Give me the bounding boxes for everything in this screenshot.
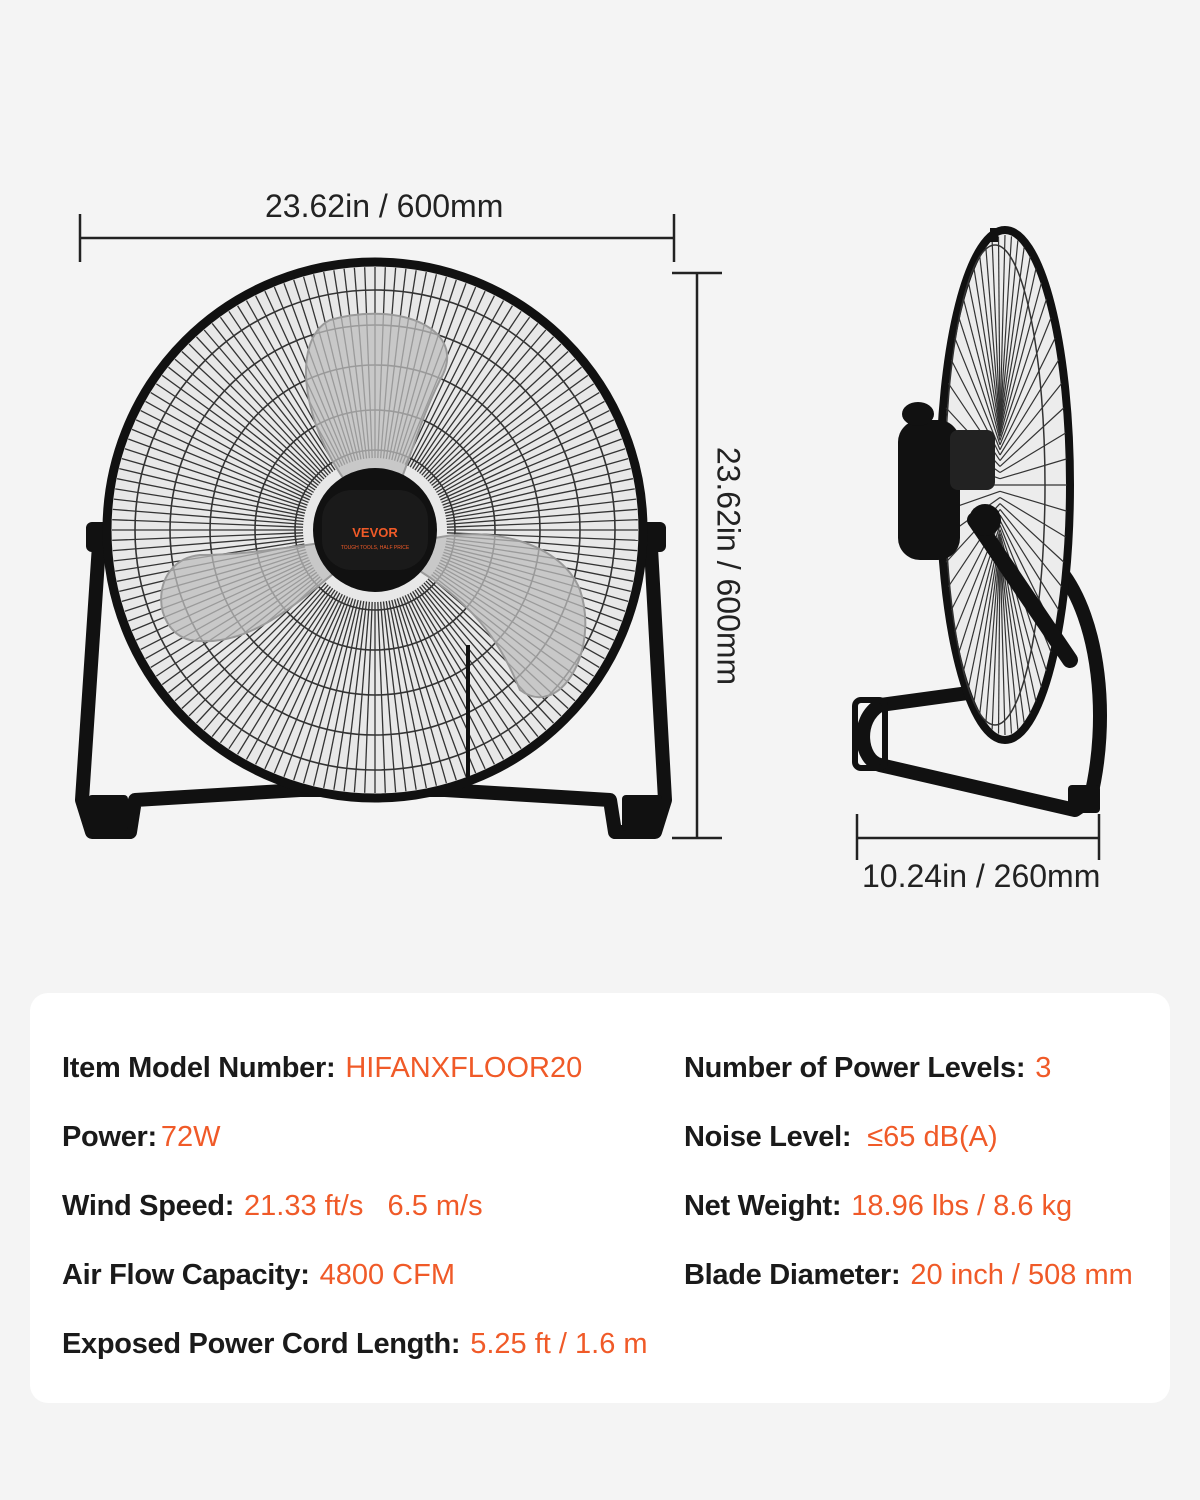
spec-label: Wind Speed:: [62, 1190, 235, 1222]
depth-dimension-line: [857, 814, 1099, 860]
spec-value: 21.33 ft/s 6.5 m/s: [244, 1190, 483, 1222]
spec-label: Air Flow Capacity:: [62, 1259, 310, 1291]
spec-value: ≤65 dB(A): [867, 1121, 998, 1153]
spec-noise-level: [684, 1119, 998, 1155]
svg-text:TOUGH TOOLS, HALF PRICE: TOUGH TOOLS, HALF PRICE: [340, 545, 410, 551]
height-dimension-label: 23.62in / 600mm: [710, 446, 747, 686]
spec-value: 72W: [160, 1121, 221, 1153]
spec-value: HIFANXFLOOR20: [345, 1052, 583, 1084]
spec-label: Item Model Number:: [62, 1052, 336, 1084]
spec-label: Blade Diameter:: [684, 1259, 901, 1291]
spec-label: Net Weight:: [684, 1190, 842, 1222]
spec-label: Exposed Power Cord Length:: [62, 1328, 461, 1360]
fan-front-view: [82, 262, 666, 832]
spec-blade-diameter: [684, 1257, 1133, 1293]
spec-air-flow: [62, 1257, 455, 1293]
vevor-logo: VEVOR: [352, 525, 398, 540]
width-dimension-label: 23.62in / 600mm: [265, 188, 504, 224]
depth-dimension-label: 10.24in / 260mm: [862, 858, 1101, 894]
spec-value: 4800 CFM: [319, 1259, 455, 1291]
spec-power-levels: [684, 1050, 1051, 1086]
spec-cord-length: [62, 1326, 648, 1362]
spec-wind-speed: [62, 1188, 483, 1224]
spec-value: 3: [1035, 1052, 1052, 1084]
spec-power: [62, 1119, 221, 1155]
spec-label: Number of Power Levels:: [684, 1052, 1026, 1084]
spec-value: 20 inch / 508 mm: [910, 1259, 1133, 1291]
fan-side-view: [855, 228, 1100, 813]
spec-model-number: [62, 1050, 582, 1086]
spec-value: 5.25 ft / 1.6 m: [470, 1328, 648, 1360]
spec-label: Noise Level:: [684, 1121, 852, 1153]
spec-label: Power:: [62, 1121, 157, 1153]
spec-value: 18.96 lbs / 8.6 kg: [851, 1190, 1073, 1222]
spec-net-weight: [684, 1188, 1072, 1224]
